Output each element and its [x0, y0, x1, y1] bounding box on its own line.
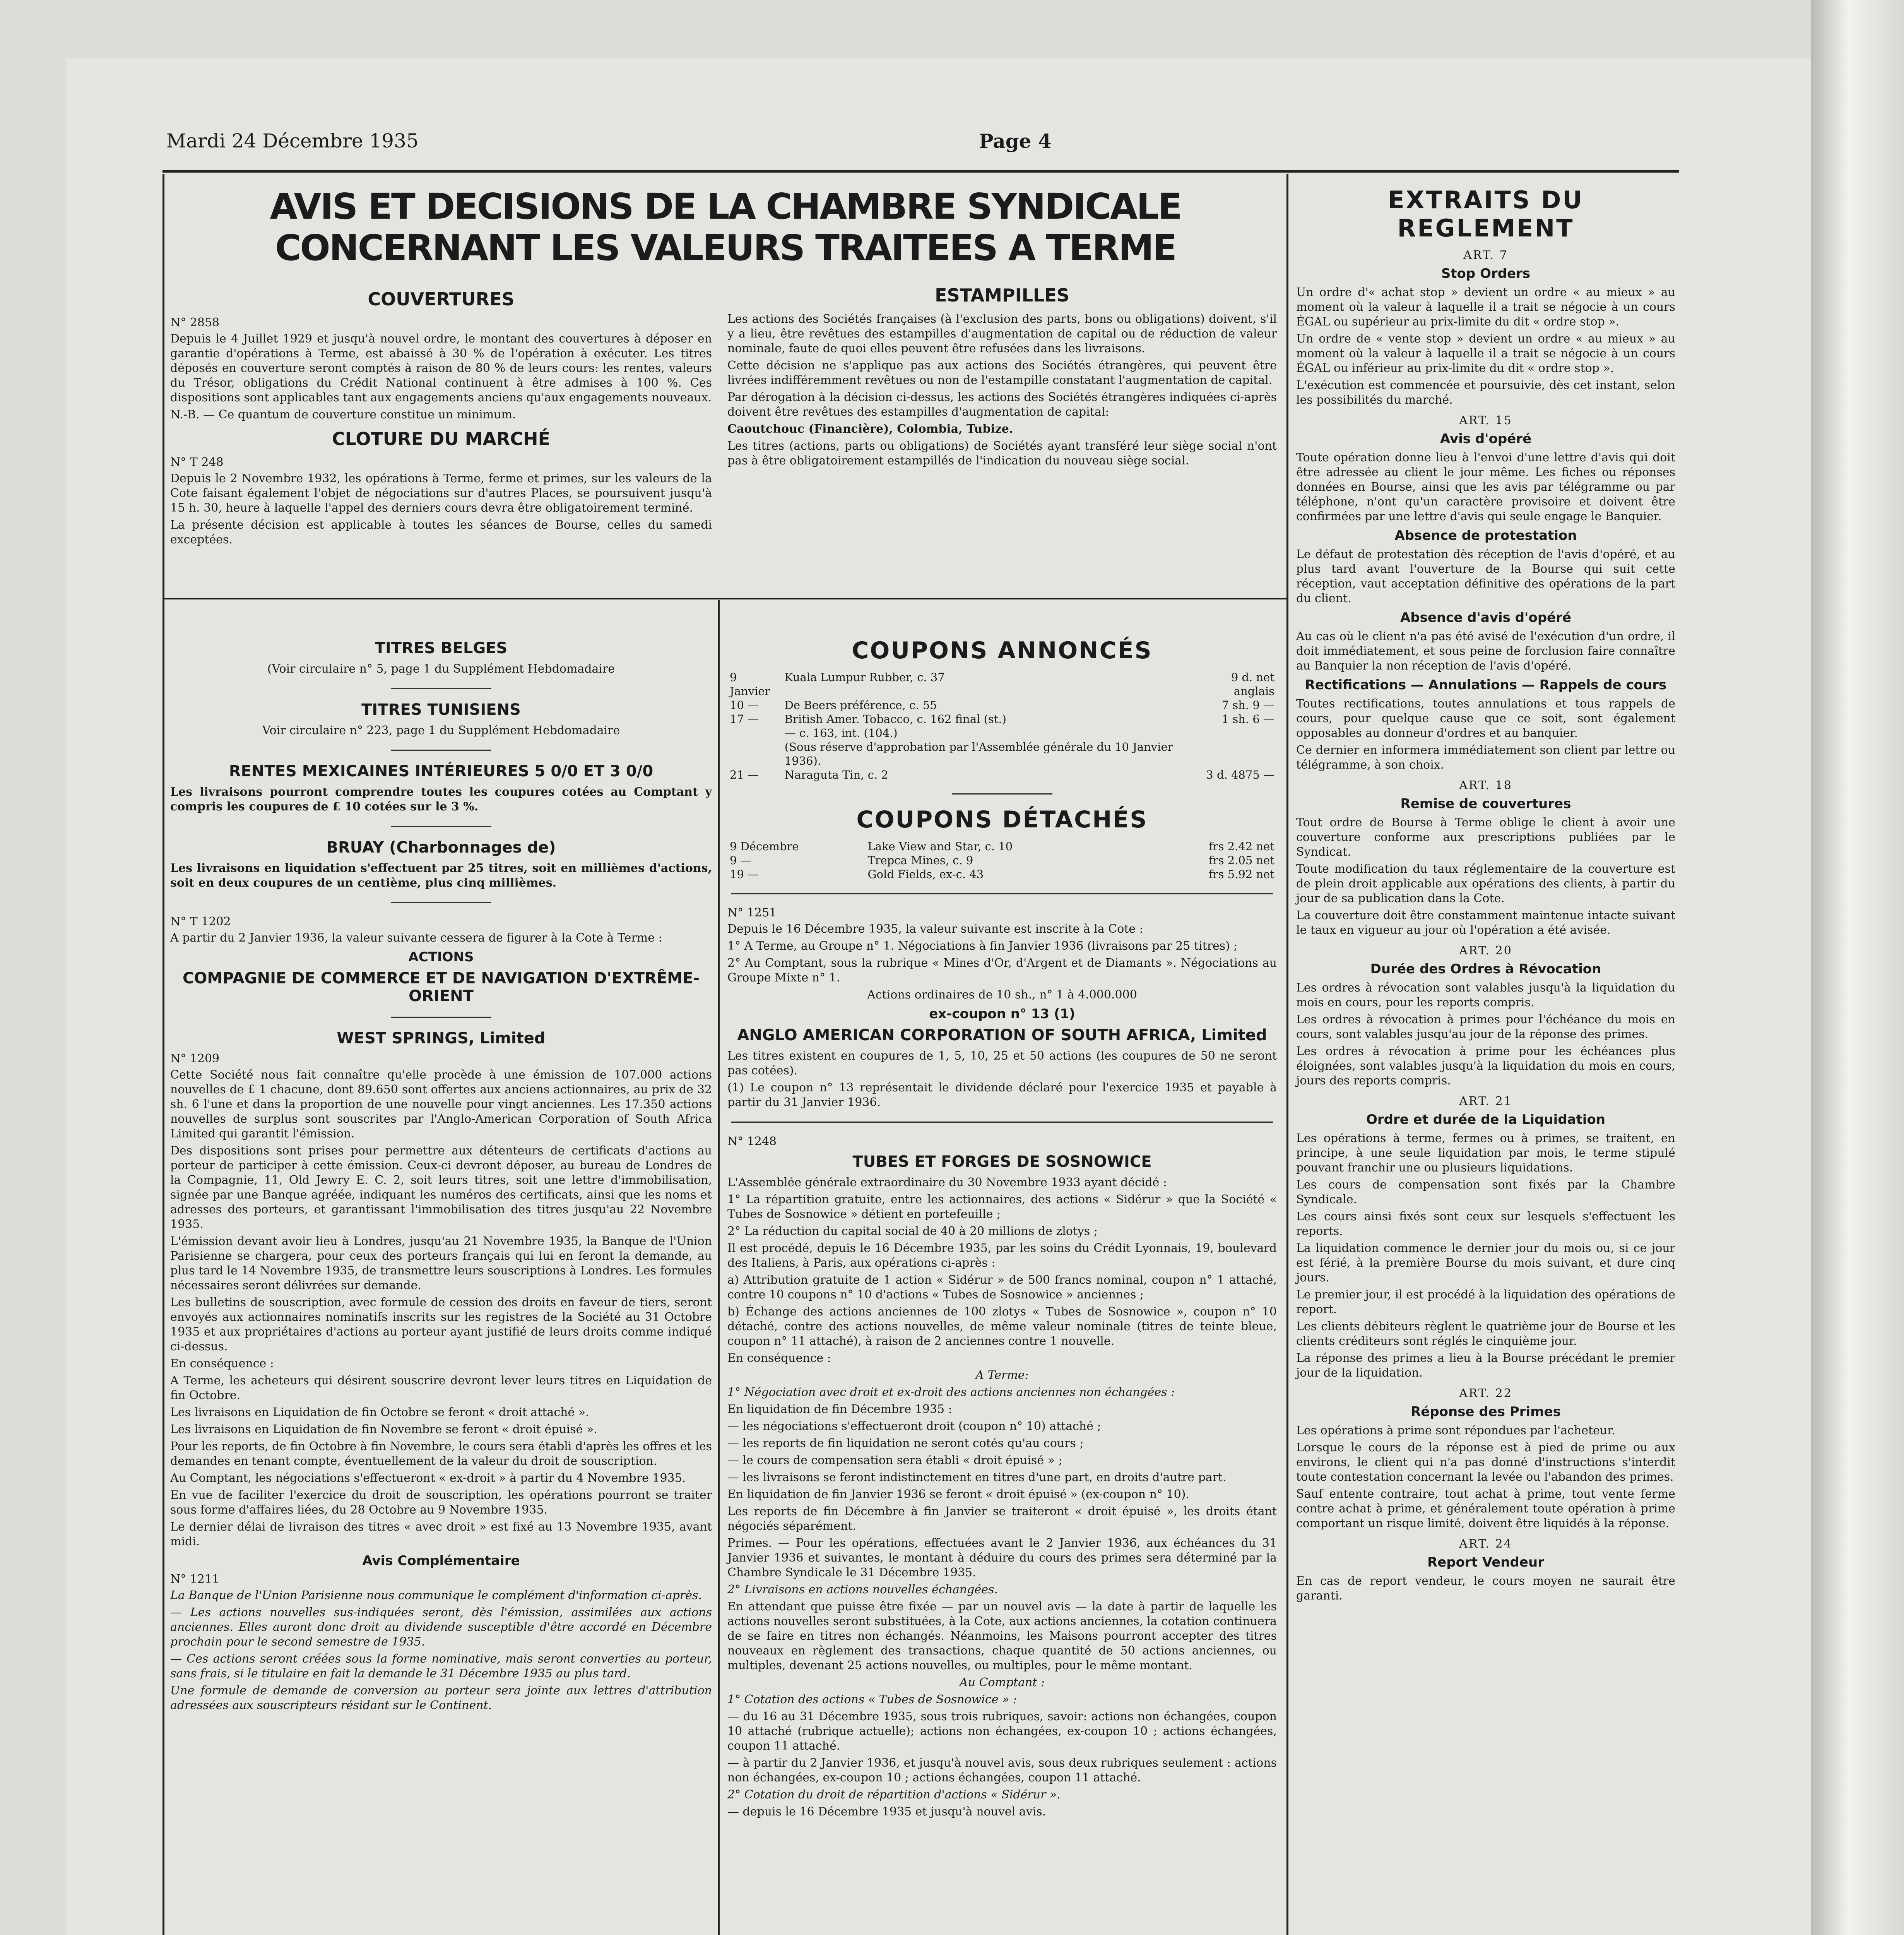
anglo-text: Les titres existent en coupures de 1, 5, 10, 25 et 50 actions (les coupures de 50 ne seront pas cotées).	[727, 1049, 1277, 1077]
tubes-para: 1° Cotation des actions « Tubes de Sosnowice » :	[727, 1693, 1017, 1706]
article-para: Toute modification du taux réglementaire de la couverture est de plein droit applicable aux opérations des clients, à partir du jour de sa publication dans la Cote.	[1296, 862, 1675, 905]
reglement-title: EXTRAITS DU REGLEMENT	[1388, 186, 1584, 242]
article-para: La liquidation commence le dernier jour du mois ou, si ce jour est férié, à la première Bourse du mois suivant, et dure cinq jours.	[1296, 1241, 1675, 1284]
article-title: Report Vendeur	[1427, 1555, 1544, 1570]
article-para: Sauf entente contraire, tout achat à prime, tout vente ferme contre achat à prime, et généralement toute opération à prime comportant un risque limité, doivent être liquidés à la réponse.	[1296, 1487, 1675, 1530]
estampilles-list: Caoutchouc (Financière), Colombia, Tubize.	[727, 422, 1013, 436]
couvertures-title: COUVERTURES	[368, 289, 515, 310]
west-avis-title: Avis Complémentaire	[362, 1553, 520, 1569]
west-para: En conséquence :	[170, 1357, 274, 1370]
tubes-para: b) Échange des actions anciennes de 100 zlotys « Tubes de Sosnowice », coupon n° 10 détaché, contre des actions nouvelles, de même valeur nominale (titres de teinte bleue, coupon n° 11 attaché), à raison de 2 anciennes contre 1 nouvelle.	[727, 1305, 1277, 1348]
estampilles-title: ESTAMPILLES	[935, 285, 1069, 306]
article-para: Tout ordre de Bourse à Terme oblige le client à avoir une couverture conforme aux prescriptions publiées par le Syndicat.	[1296, 816, 1675, 859]
coupon-date: 19 —	[730, 868, 759, 881]
couvertures-text: Depuis le 4 Juillet 1929 et jusqu'à nouvel ordre, le montant des couvertures à déposer en garantie d'opérations à Terme, est abaissé à 30 % de l'opération à exécuter. Les titres déposés en couverture seront comptés à raison de 80 % de leurs cours: les rentes, valeurs du Trésor, obligations du Crédit National continuent à être admises à 100 %. Ces dispositions sont applicables tant aux engagements anciens qu'aux engagements nouveaux.	[170, 332, 712, 404]
article-para: Toute opération donne lieu à l'envoi d'une lettre d'avis qui doit être adressée au client le jour même. Les fiches ou réponses données en Bourse, ainsi que les avis par télégramme ou par téléphone, n'ont qu'un caractère provisoire et doivent être confirmées par une lettre d'avis qui seule engage le Banquier.	[1296, 451, 1675, 523]
section-rule	[731, 1122, 1273, 1123]
titres-tunisiens-text: Voir circulaire n° 223, page 1 du Supplément Hebdomadaire	[262, 724, 620, 737]
coupon-value: frs 2.42 net	[1209, 840, 1274, 853]
anglo-coupon: ex-coupon n° 13 (1)	[929, 1006, 1075, 1022]
coupon-value: 3 d. 4875 —	[1206, 768, 1274, 781]
tubes-para: 2° Cotation du droit de répartition d'actions « Sidérur ».	[727, 1788, 1061, 1801]
compagnie-label: ACTIONS	[408, 949, 474, 965]
west-para: Les livraisons en Liquidation de fin Novembre se feront « droit épuisé ».	[170, 1423, 597, 1436]
article-para: Le défaut de protestation dès réception de l'avis d'opéré, et au plus tard avant l'ouverture de la Bourse qui suit cette réception, vaut acceptation définitive des opérations de la part du client.	[1296, 548, 1675, 605]
west-avis-num: N° 1211	[170, 1572, 220, 1586]
table-row	[727, 768, 1277, 782]
banner-title: AVIS ET DECISIONS DE LA CHAMBRE SYNDICALE CONCERNANT LES VALEURS TRAITEES A TERME	[270, 186, 1181, 269]
tubes-para: — les reports de fin liquidation ne seront cotés qu'au cours ;	[727, 1437, 1084, 1450]
west-avis-para: La Banque de l'Union Parisienne nous communique le complément d'information ci-après.	[170, 1589, 702, 1602]
coupon-value	[1188, 726, 1277, 740]
west-para: A Terme, les acheteurs qui désirent souscrire devront lever leurs titres en Liquidation de fin Octobre.	[170, 1374, 712, 1402]
article-title: Durée des Ordres à Révocation	[1370, 961, 1601, 977]
coupons-annonces-table	[727, 670, 1277, 782]
coupons-detaches-title: COUPONS DÉTACHÉS	[856, 806, 1148, 833]
article-title: Absence de protestation	[1394, 528, 1577, 543]
coupon-value: 1 sh. 6 —	[1221, 712, 1274, 726]
right-column	[1296, 186, 1675, 1606]
coupon-name: British Amer. Tobacco, c. 162 final (st.)	[784, 712, 1006, 726]
separator	[391, 902, 491, 903]
article-number: ART. 15	[1459, 414, 1512, 427]
table-row	[727, 839, 1277, 853]
article-para: Les opérations à terme, fermes ou à primes, se traitent, en principe, à une seule liquidation par mois, le terme stipulé pouvant franchir une ou plusieurs liquidations.	[1296, 1132, 1675, 1175]
col-divider-1	[718, 600, 720, 1935]
tubes-para: En conséquence :	[727, 1351, 831, 1365]
tubes-para: A Terme:	[975, 1368, 1029, 1382]
article-number: ART. 20	[1459, 944, 1512, 957]
west-para: Au Comptant, les négociations s'effectueront « ex-droit » à partir du 4 Novembre 1935.	[170, 1471, 686, 1485]
anglo-num: N° 1251	[727, 906, 777, 920]
compagnie-title: COMPAGNIE DE COMMERCE ET DE NAVIGATION D'EXTRÊME-ORIENT	[183, 969, 700, 1005]
compagnie-num: N° T 1202	[170, 915, 231, 928]
article-para: L'exécution est commencée et poursuivie, dès cet instant, selon les possibilités du marché.	[1296, 378, 1675, 407]
coupon-name: Trepca Mines, c. 9	[867, 854, 973, 867]
coupon-date: 9 Décembre	[730, 840, 799, 853]
article-para: Les opérations à prime sont répondues par l'acheteur.	[1296, 1424, 1615, 1437]
article-para: Toutes rectifications, toutes annulations et tous rappels de cours, pour quelque cause que ce soit, sont également opposables au donneur d'ordres et au banquier.	[1296, 697, 1675, 740]
anglo-note: (1) Le coupon n° 13 représentait le dividende déclaré pour l'exercice 1935 et payable à partir du 31 Janvier 1936.	[727, 1081, 1277, 1109]
bruay-text: Les livraisons en liquidation s'effectuent par 25 titres, soit en millièmes d'actions, soit en deux coupures de un centième, plus cinq millièmes.	[170, 861, 712, 890]
page-number: Page 4	[979, 130, 1052, 152]
tubes-para: Il est procédé, depuis le 16 Décembre 1935, par les soins du Crédit Lyonnais, 19, boulevard des Italiens, à Paris, aux opérations ci-après :	[727, 1241, 1277, 1270]
article-title: Absence d'avis d'opéré	[1400, 610, 1572, 625]
tubes-para: — les négociations s'effectueront droit (coupon n° 10) attaché ;	[727, 1420, 1101, 1433]
anglo-title: ANGLO AMERICAN CORPORATION OF SOUTH AFRICA, Limited	[737, 1026, 1267, 1044]
tubes-para: a) Attribution gratuite de 1 action « Sidérur » de 500 francs nominal, coupon n° 1 attaché, contre 10 coupons n° 10 d'actions « Tubes de Sosnowice » anciennes ;	[727, 1273, 1277, 1301]
tubes-para: Les reports de fin Décembre à fin Janvier se traiteront « droit épuisé », les droits étant négociés séparément.	[727, 1505, 1277, 1533]
anglo-para: 2° Au Comptant, sous la rubrique « Mines d'Or, d'Argent et de Diamants ». Négociations au Groupe Mixte n° 1.	[727, 956, 1277, 985]
middle-column	[727, 631, 1277, 1822]
tubes-para: 1° Négociation avec droit et ex-droit des actions anciennes non échangées :	[727, 1385, 1175, 1399]
coupon-date: 10 —	[730, 699, 759, 712]
article-number: ART. 24	[1459, 1537, 1512, 1551]
article-para: Les clients débiteurs règlent le quatrième jour de Bourse et les clients créditeurs sont réglés le cinquième jour.	[1296, 1320, 1675, 1348]
coupon-name: — c. 163, int. (104.)	[784, 726, 898, 740]
tubes-para: — du 16 au 31 Décembre 1935, sous trois rubriques, savoir: actions non échangées, coupon 10 attaché (rubrique actuelle); actions non échangées, ex-coupon 10 ; actions échangées, coupon 11 attaché.	[727, 1710, 1277, 1753]
tubes-para: Primes. — Pour les opérations, effectuées avant le 2 Janvier 1936, aux échéances du 31 Janvier 1936 et suivantes, le montant à déduire du cours des primes sera déterminé par la Chambre Syndicale le 31 Décembre 1935.	[727, 1536, 1277, 1579]
coupon-name: Naraguta Tin, c. 2	[784, 768, 888, 781]
coupon-date: 17 —	[730, 712, 759, 726]
article-number: ART. 7	[1463, 248, 1508, 262]
cloture-text: Depuis le 2 Novembre 1932, les opérations à Terme, ferme et primes, sur les valeurs de la Cote faisant également l'objet de négociations sur d'autres Places, se poursuivent jusqu'à 15 h. 30, heure à laquelle l'appel des derniers cours devra être obligatoirement terminé.	[170, 472, 712, 515]
coupon-value: frs 5.92 net	[1209, 868, 1274, 881]
left-column	[170, 635, 712, 1715]
west-para: Des dispositions sont prises pour permettre aux détenteurs de certificats d'actions au porteur de participer à cette émission. Ceux-ci devront déposer, au bureau de Londres de la Compagnie, 11, Old Jewry E. C. 2, soit leurs titres, soit une lettre d'immobilisation, signée par une Banque agréée, indiquant les numéros des certificats, ainsi que les noms et adresses des porteurs, et garantissant l'immobilisation des titres jusqu'au 22 Novembre 1935.	[170, 1144, 712, 1231]
west-para: L'émission devant avoir lieu à Londres, jusqu'au 21 Novembre 1935, la Banque de l'Union Parisienne se chargera, pour ceux des porteurs français qui lui en feront la demande, au plus tard le 14 Novembre 1935, de transmettre leurs souscriptions à Londres. Les formules nécessaires seront délivrées sur demande.	[170, 1235, 712, 1292]
top-rule	[163, 170, 1679, 173]
article-title: Ordre et durée de la Liquidation	[1366, 1112, 1606, 1127]
estampilles-section	[727, 279, 1277, 471]
tubes-para: — depuis le 16 Décembre 1935 et jusqu'à nouvel avis.	[727, 1805, 1046, 1819]
banner-rule	[164, 598, 1286, 599]
article-title: Réponse des Primes	[1411, 1404, 1561, 1420]
table-row	[727, 740, 1277, 768]
anglo-para: Actions ordinaires de 10 sh., n° 1 à 4.000.000	[867, 988, 1137, 1002]
coupon-name: (Sous réserve d'approbation par l'Assemblée générale du 10 Janvier 1936).	[784, 740, 1173, 767]
article-title: Remise de couvertures	[1400, 796, 1571, 812]
coupon-date: 21 —	[730, 768, 759, 781]
tubes-para: — le cours de compensation sera établi « droit épuisé » ;	[727, 1454, 1062, 1467]
estampilles-text4: Les titres (actions, parts ou obligations) de Sociétés ayant transféré leur siège social n'ont pas à être obligatoirement estampillés de l'indication du nouveau siège social.	[727, 439, 1277, 467]
article-para: Un ordre de « vente stop » devient un ordre « au mieux » au moment où la valeur à laquelle il a trait se négocie à un cours ÉGAL ou inférieur au prix-limite du dit « ordre stop ».	[1296, 332, 1675, 375]
table-row	[727, 670, 1277, 698]
west-para: Cette Société nous fait connaître qu'elle procède à une émission de 107.000 actions nouvelles de £ 1 chacune, dont 89.650 sont offertes aux anciens actionnaires, au prix de 32 sh. 6 l'une et dans la proportion de une nouvelle pour vingt anciennes. Les 17.350 actions nouvelles de surplus sont souscrites par l'Anglo-American Corporation of South Africa Limited qui garantit l'émission.	[170, 1068, 712, 1140]
tubes-para: — les livraisons se feront indistinctement en titres d'une part, en droits d'autre part.	[727, 1471, 1227, 1484]
article-para: La réponse des primes a lieu à la Bourse précédant le premier jour de la liquidation.	[1296, 1351, 1675, 1380]
article-para: Un ordre d'« achat stop » devient un ordre « au mieux » au moment où la valeur à laquelle il a trait se négocie à un cours ÉGAL ou supérieur au prix-limite du dit « ordre stop ».	[1296, 286, 1675, 329]
tubes-para: En liquidation de fin Décembre 1935 :	[727, 1402, 952, 1416]
coupon-value: frs 2.05 net	[1209, 854, 1274, 867]
separator	[952, 793, 1052, 795]
table-row	[727, 698, 1277, 712]
article-number: ART. 21	[1459, 1094, 1512, 1108]
cloture-num: N° T 248	[170, 455, 224, 469]
article-title: Rectifications — Annulations — Rappels de cours	[1305, 677, 1667, 693]
titres-belges-text: (Voir circulaire n° 5, page 1 du Supplément Hebdomadaire	[267, 662, 615, 676]
coupon-date: 9 —	[730, 854, 752, 867]
cloture-text2: La présente décision est applicable à toutes les séances de Bourse, celles du samedi exceptées.	[170, 518, 712, 546]
tubes-para: En liquidation de fin Janvier 1936 se feront « droit épuisé » (ex-coupon n° 10).	[727, 1488, 1189, 1501]
west-para: Les bulletins de souscription, avec formule de cession des droits en faveur de tiers, seront envoyés aux actionnaires nominatifs inscrits sur les registres de la Société au 31 Octobre 1935 et aux propriétaires d'actions au porteur ayant justifié de leurs droits comme indiqué ci-dessus.	[170, 1296, 712, 1353]
estampilles-text: Les actions des Sociétés françaises (à l'exclusion des parts, bons ou obligations) doivent, s'il y a lieu, être revêtues des estampilles d'augmentation de capital ou de réduction de valeur nominale, faute de quoi elles peuvent être refusées dans les livraisons.	[727, 312, 1277, 355]
separator	[391, 1017, 491, 1018]
coupon-value: 9 d. net anglais	[1231, 671, 1274, 698]
left-border	[163, 174, 164, 1935]
tubes-para: 2° La réduction du capital social de 40 à 20 millions de zlotys ;	[727, 1224, 1098, 1238]
couvertures-num: N° 2858	[170, 316, 220, 329]
coupon-name: De Beers préférence, c. 55	[784, 699, 937, 712]
anglo-para: Depuis le 16 Décembre 1935, la valeur suivante est inscrite à la Cote :	[727, 922, 1143, 936]
coupon-value	[1188, 740, 1277, 768]
article-title: Stop Orders	[1441, 266, 1531, 281]
west-para: En vue de faciliter l'exercice du droit de souscription, les opérations pourront se traiter sous forme d'affaires liées, du 28 Octobre au 9 Novembre 1935.	[170, 1488, 712, 1517]
section-rule	[731, 893, 1273, 894]
article-para: Ce dernier en informera immédiatement son client par lettre ou télégramme, à son choix.	[1296, 743, 1675, 772]
article-para: La couverture doit être constamment maintenue intacte suivant le taux en vigueur au jour où l'opération a été avisée.	[1296, 909, 1675, 937]
compagnie-text: A partir du 2 Janvier 1936, la valeur suivante cessera de figurer à la Cote à Terme :	[170, 931, 662, 945]
coupon-date: 9 Janvier	[730, 671, 770, 698]
tubes-para: L'Assemblée générale extraordinaire du 30 Novembre 1933 ayant décidé :	[727, 1176, 1167, 1189]
article-title: Avis d'opéré	[1440, 431, 1532, 447]
article-para: Les ordres à révocation à prime pour les échéances plus éloignées, sont valables jusqu'à la liquidation du mois en cours, jours des reports compris.	[1296, 1045, 1675, 1087]
coupons-annonces-title: COUPONS ANNONCÉS	[852, 637, 1153, 664]
table-row	[727, 726, 1277, 740]
article-para: Les ordres à révocation sont valables jusqu'à la liquidation du mois en cours, pour les reports compris.	[1296, 981, 1675, 1009]
article-para: Les cours ainsi fixés sont ceux sur lesquels s'effectuent les reports.	[1296, 1210, 1675, 1238]
cloture-title: CLOTURE DU MARCHÉ	[332, 428, 551, 449]
west-para: Le dernier délai de livraison des titres « avec droit » est fixé au 13 Novembre 1935, avant midi.	[170, 1520, 712, 1548]
table-row	[727, 853, 1277, 867]
tubes-title: TUBES ET FORGES DE SOSNOWICE	[852, 1153, 1152, 1171]
issue-date: Mardi 24 Décembre 1935	[166, 130, 419, 152]
couvertures-nb: N.-B. — Ce quantum de couverture constitue un minimum.	[170, 408, 516, 421]
tubes-num: N° 1248	[727, 1135, 777, 1148]
article-para: Au cas où le client n'a pas été avisé de l'exécution d'un ordre, il doit immédiatement, et sous peine de forclusion faire connaître au Banquier la non réception de l'avis d'opéré.	[1296, 630, 1675, 673]
table-row	[727, 867, 1277, 881]
tubes-para: 1° La répartition gratuite, entre les actionnaires, des actions « Sidérur » que la Société « Tubes de Sosnowice » détient en portefeuille ;	[727, 1193, 1277, 1221]
article-number: ART. 18	[1459, 779, 1512, 792]
coupon-name: Lake View and Star, c. 10	[867, 840, 1013, 853]
separator	[391, 688, 491, 689]
col-divider-2	[1286, 174, 1288, 1935]
couvertures-section	[170, 283, 712, 550]
coupon-date	[727, 740, 782, 768]
coupon-name: Gold Fields, ex-c. 43	[867, 868, 984, 881]
coupon-date	[727, 726, 782, 740]
rentes-title: RENTES MEXICAINES INTÉRIEURES 5 0/0 ET 3 0/0	[229, 762, 653, 780]
article-para: En cas de report vendeur, le cours moyen ne saurait être garanti.	[1296, 1574, 1675, 1603]
separator	[391, 750, 491, 751]
west-avis-para: — Ces actions seront créées sous la forme nominative, mais seront converties au porteur, sans frais, si le titulaire en fait la demande le 31 Décembre 1935 au plus tard.	[170, 1652, 712, 1680]
tubes-para: En attendant que puisse être fixée — par un nouvel avis — la date à partir de laquelle les actions nouvelles seront substituées, à la Cote, aux actions anciennes, la cotation continuera de se faire en titres non échangés. Néanmoins, les Maisons pourront accepter des titres nouveaux en règlement des transactions, chaque quantité de 50 actions anciennes, ou multiples, devenant 25 actions nouvelles, ou multiples, pour le même montant.	[727, 1600, 1277, 1672]
article-para: Lorsque le cours de la réponse est à pied de prime ou aux environs, le client qui n'a pas donné d'instructions s'interdit toute contestation concernant la levée ou l'abandon des primes.	[1296, 1441, 1675, 1484]
estampilles-text2: Cette décision ne s'applique pas aux actions des Sociétés étrangères, qui peuvent être livrées indifféremment revêtues ou non de l'estampille constatant l'augmentation de capital.	[727, 359, 1277, 387]
tubes-para: — à partir du 2 Janvier 1936, et jusqu'à nouvel avis, sous deux rubriques seulement : actions non échangées, ex-coupon 10 ; actions échangées, coupon 11 attaché.	[727, 1756, 1277, 1784]
estampilles-text3: Par dérogation à la décision ci-dessus, les actions des Sociétés étrangères indiquées ci-après doivent être revêtues des estampilles d'augmentation de capital:	[727, 390, 1277, 419]
article-para: Le premier jour, il est procédé à la liquidation des opérations de report.	[1296, 1288, 1675, 1316]
west-title: WEST SPRINGS, Limited	[337, 1029, 546, 1047]
coupon-name: Kuala Lumpur Rubber, c. 37	[784, 671, 945, 684]
article-para: Les cours de compensation sont fixés par la Chambre Syndicale.	[1296, 1178, 1675, 1206]
page-edge	[1811, 0, 1904, 1935]
tubes-para: 2° Livraisons en actions nouvelles échangées.	[727, 1583, 998, 1596]
table-row	[727, 712, 1277, 726]
article-number: ART. 22	[1459, 1387, 1512, 1400]
titres-belges-title: TITRES BELGES	[375, 639, 508, 657]
titres-tunisiens-title: TITRES TUNISIENS	[361, 701, 521, 719]
west-para: Les livraisons en Liquidation de fin Octobre se feront « droit attaché ».	[170, 1406, 589, 1419]
coupon-value: 7 sh. 9 —	[1221, 699, 1274, 712]
banner	[170, 186, 1281, 269]
coupons-detaches-table	[727, 839, 1277, 881]
west-para: Pour les reports, de fin Octobre à fin Novembre, le cours sera établi d'après les offres et les demandes en tenant compte, éventuellement de la valeur du droit de souscription.	[170, 1440, 712, 1468]
west-avis-para: — Les actions nouvelles sus-indiquées seront, dès l'émission, assimilées aux actions anciennes. Elles auront donc droit au dividende susceptible d'être accordé en Décembre prochain pour le second semestre de 1935.	[170, 1606, 712, 1649]
tubes-para: Au Comptant :	[959, 1676, 1045, 1689]
west-avis-para: Une formule de demande de conversion au porteur sera jointe aux lettres d'attribution adressées aux souscripteurs résidant sur le Continent.	[170, 1684, 712, 1712]
bruay-title: BRUAY (Charbonnages de)	[326, 839, 556, 856]
rentes-text: Les livraisons pourront comprendre toutes les coupures cotées au Comptant y compris les coupures de £ 10 cotées sur le 3 %.	[170, 785, 712, 813]
article-para: Les ordres à révocation à primes pour l'échéance du mois en cours, sont valables jusqu'au jour de la réponse des primes.	[1296, 1013, 1675, 1041]
separator	[391, 826, 491, 827]
west-num: N° 1209	[170, 1052, 220, 1065]
anglo-para: 1° A Terme, au Groupe n° 1. Négociations à fin Janvier 1936 (livraisons par 25 titres) ;	[727, 939, 1238, 953]
